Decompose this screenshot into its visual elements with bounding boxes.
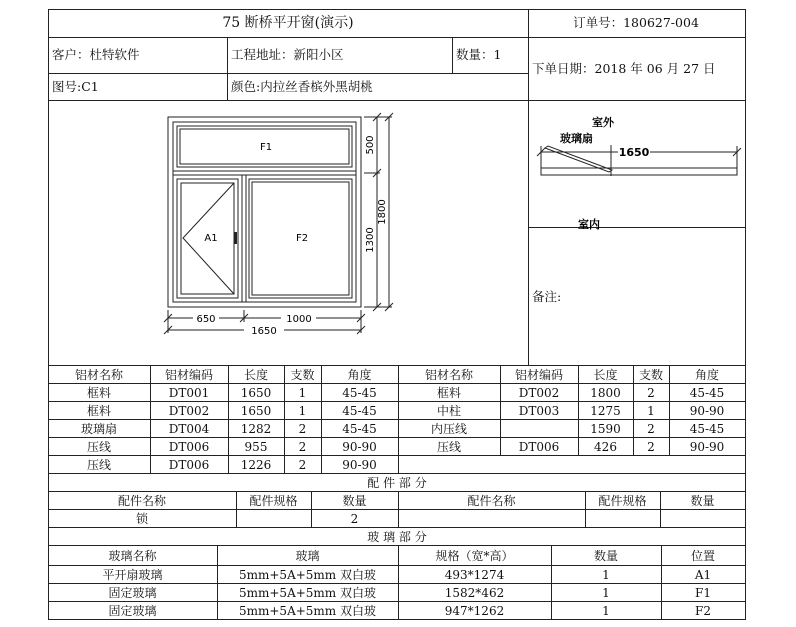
glass-cell: 1582*462	[444, 585, 505, 600]
materials-cell: 45-45	[342, 385, 377, 400]
dim-top-height: 500	[365, 135, 376, 155]
materials-header-cell: 铝材编码	[164, 368, 213, 382]
materials-header-cell: 角度	[347, 368, 372, 382]
materials-cell: 内压线	[430, 422, 467, 436]
glass-cell: 平开扇玻璃	[102, 568, 163, 582]
materials-cell: 45-45	[342, 421, 377, 436]
accessories-section-title: 配 件 部 分	[367, 475, 427, 490]
drawing-number: 图号:C1	[52, 79, 99, 94]
color-field: 颜色:内拉丝香槟外黑胡桃	[231, 79, 373, 94]
materials-header-cell: 铝材名称	[424, 368, 473, 382]
materials-cell: 框料	[436, 386, 461, 400]
materials-cell: 426	[594, 439, 617, 454]
accessories-header-cell: 配件规格	[598, 494, 647, 508]
materials-cell	[500, 456, 578, 473]
glass-header-cell: 位置	[690, 549, 715, 563]
accessories-header-cell: 配件规格	[249, 494, 298, 508]
materials-cell: 90-90	[342, 457, 377, 472]
materials-cell: 中柱	[436, 404, 461, 418]
address-field: 工程地址：新阳小区	[231, 47, 344, 62]
glass-cell: 947*1262	[444, 603, 505, 618]
accessories-cell: 锁	[135, 512, 148, 526]
materials-cell	[578, 456, 633, 473]
materials-cell: 1590	[590, 421, 621, 436]
accessories-header-cell: 数量	[690, 494, 715, 508]
glass-cell: 1	[602, 585, 610, 600]
materials-cell	[500, 420, 578, 437]
materials-cell: 2	[647, 421, 655, 436]
accessories-cell: 2	[350, 511, 359, 526]
materials-cell: DT006	[168, 439, 210, 454]
materials-cell: 1650	[240, 403, 272, 418]
accessories-cell	[660, 510, 745, 527]
materials-cell: DT002	[518, 385, 560, 400]
accessories-cell	[585, 510, 660, 527]
materials-cell: 955	[244, 439, 268, 454]
accessories-cell	[398, 510, 585, 527]
materials-cell: 1	[298, 385, 307, 400]
glass-cell: 5mm+5A+5mm 双白玻	[238, 568, 376, 582]
materials-cell: 玻璃扇	[80, 422, 117, 436]
glass-header-cell: 玻璃	[295, 549, 320, 563]
pane-label-a1: A1	[204, 233, 218, 244]
materials-cell: 框料	[86, 404, 111, 418]
materials-cell: 2	[647, 385, 655, 400]
materials-cell: 1800	[590, 385, 621, 400]
glass-cell: F1	[695, 585, 711, 600]
glass-cell: 493*1274	[444, 567, 505, 582]
section-glass-sash-label: 玻璃扇	[560, 132, 593, 145]
materials-cell: 1650	[240, 385, 272, 400]
glass-cell: 1	[602, 603, 610, 618]
materials-cell: 1282	[240, 421, 272, 436]
dim-total-height: 1800	[377, 199, 388, 225]
accessories-cell	[236, 510, 311, 527]
order-number: 订单号：180627-004	[573, 15, 699, 30]
materials-cell: 90-90	[342, 439, 377, 454]
materials-cell: 1275	[590, 403, 621, 418]
accessories-header-cell: 配件名称	[467, 494, 516, 508]
materials-cell: DT002	[168, 403, 210, 418]
materials-cell: DT006	[168, 457, 210, 472]
glass-cell: F2	[695, 603, 711, 618]
glass-cell: 5mm+5A+5mm 双白玻	[238, 604, 376, 618]
materials-header-cell: 铝材名称	[74, 368, 123, 382]
accessories-header-cell: 数量	[342, 494, 367, 508]
materials-cell: DT006	[518, 439, 560, 454]
materials-cell: 压线	[86, 458, 111, 472]
section-outside-label: 室外	[592, 116, 614, 129]
materials-cell: DT004	[168, 421, 210, 436]
materials-cell: 1	[647, 403, 655, 418]
materials-header-cell: 角度	[694, 368, 719, 382]
dim-right-width: 1000	[286, 314, 312, 325]
section-width-dim: 1650	[618, 146, 650, 159]
accessories-header-cell: 配件名称	[117, 494, 166, 508]
materials-header-cell: 支数	[638, 368, 663, 382]
materials-cell: 2	[298, 421, 307, 436]
materials-cell: 2	[298, 439, 307, 454]
glass-section-title: 玻 璃 部 分	[367, 529, 427, 544]
pane-label-f2: F2	[295, 233, 309, 244]
materials-cell: 2	[298, 457, 307, 472]
glass-cell: 固定玻璃	[108, 586, 157, 600]
materials-cell: 1226	[240, 457, 272, 472]
materials-cell: 压线	[436, 440, 461, 454]
glass-cell: 1	[602, 567, 610, 582]
materials-cell: 90-90	[689, 403, 725, 418]
materials-cell: 压线	[86, 440, 111, 454]
materials-cell: 1	[298, 403, 307, 418]
dim-total-width: 1650	[251, 326, 277, 337]
materials-cell: 框料	[86, 386, 111, 400]
materials-cell	[398, 456, 500, 473]
dim-left-width: 650	[196, 314, 216, 325]
glass-cell: A1	[694, 567, 712, 582]
remarks-label: 备注:	[532, 289, 562, 304]
materials-cell	[669, 456, 745, 473]
materials-header-cell: 长度	[593, 368, 618, 382]
materials-cell: 45-45	[689, 421, 725, 436]
materials-cell: 45-45	[689, 385, 725, 400]
materials-header-cell: 支数	[290, 368, 315, 382]
customer-field: 客户：杜特软件	[52, 47, 140, 62]
materials-cell: DT001	[168, 385, 210, 400]
glass-header-cell: 规格（宽*高）	[435, 549, 514, 563]
materials-header-cell: 铝材编码	[514, 368, 563, 382]
section-inside-label: 室内	[578, 218, 600, 231]
glass-header-cell: 玻璃名称	[108, 549, 157, 563]
materials-cell: 2	[647, 439, 655, 454]
materials-cell: DT003	[518, 403, 560, 418]
glass-header-cell: 数量	[593, 549, 618, 563]
glass-cell: 5mm+5A+5mm 双白玻	[238, 586, 376, 600]
pane-label-f1: F1	[259, 142, 273, 153]
quantity-field: 数量：1	[456, 47, 502, 62]
materials-header-cell: 长度	[243, 368, 268, 382]
materials-cell	[633, 456, 669, 473]
glass-cell: 固定玻璃	[108, 604, 157, 618]
order-date: 下单日期：2018 年 06 月 27 日	[532, 61, 716, 76]
dim-bottom-height: 1300	[365, 227, 376, 253]
materials-cell: 45-45	[342, 403, 377, 418]
materials-cell: 90-90	[689, 439, 725, 454]
page-title: 75 断桥平开窗(演示)	[222, 15, 354, 31]
